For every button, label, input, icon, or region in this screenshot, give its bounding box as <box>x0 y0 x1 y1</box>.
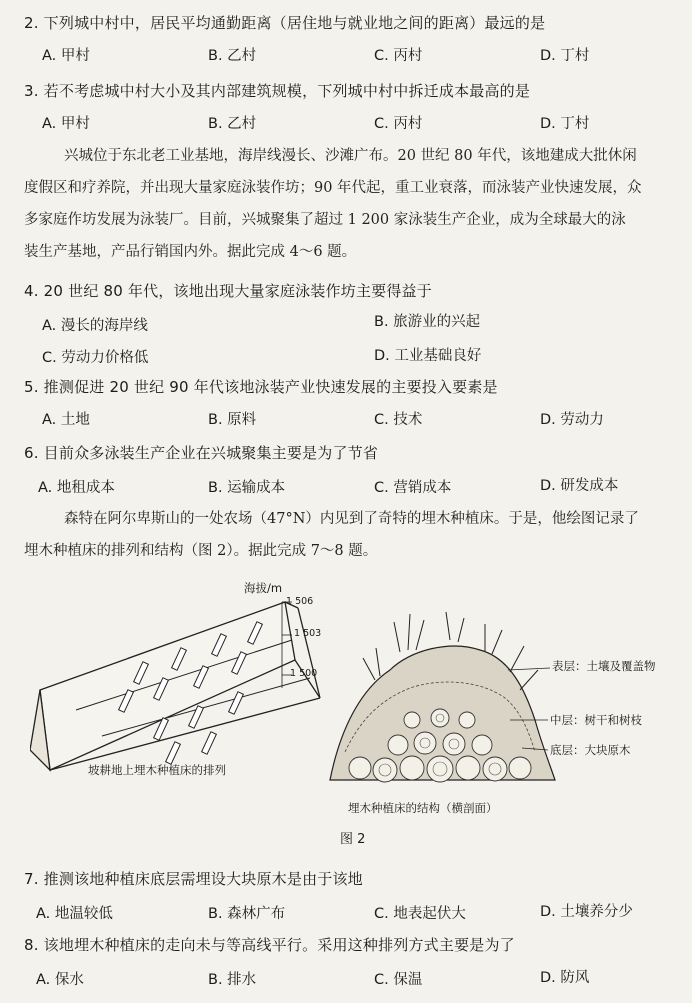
arrangement-caption: 坡耕地上埋木种植床的排列 <box>88 763 226 777</box>
q3-option-d: D. 丁村 <box>540 116 590 132</box>
question-5-stem: 5. 推测促进 20 世纪 90 年代该地泳装产业快速发展的主要投入要素是 <box>24 378 498 396</box>
q8-option-b: B. 排水 <box>208 972 257 988</box>
planting-bed-arrangement <box>30 602 320 770</box>
passage-line: 埋木种植床的排列和结构（图 2）。据此完成 7～8 题。 <box>24 543 378 559</box>
question-2-stem: 2. 下列城中村中，居民平均通勤距离（居住地与就业地之间的距离）最远的是 <box>24 14 546 32</box>
question-4-stem: 4. 20 世纪 80 年代，该地出现大量家庭泳装作坊主要得益于 <box>24 282 432 300</box>
layer-top-label: 表层：土壤及覆盖物 <box>552 659 656 673</box>
passage-line: 兴城位于东北老工业基地，海岸线漫长、沙滩广布。20 世纪 80 年代，该地建成大批休闲 <box>64 148 637 164</box>
layer-middle-label: 中层：树干和树枝 <box>550 713 642 727</box>
passage-line: 装生产基地，产品行销国内外。据此完成 4～6 题。 <box>24 244 357 260</box>
passage-line: 度假区和疗养院，并出现大量家庭泳装作坊；90 年代起，重工业衰落，而泳装产业快速发展，众 <box>24 180 642 196</box>
structure-caption: 埋木种植床的结构（横剖面） <box>348 801 498 815</box>
q4-option-b: B. 旅游业的兴起 <box>374 314 481 330</box>
passage-line: 多家庭作坊发展为泳装厂。目前，兴城聚集了超过 1 200 家泳装生产企业，成为全球最大的泳 <box>24 212 626 228</box>
q7-option-d: D. 土壤养分少 <box>540 904 633 920</box>
figure-2 <box>30 580 670 850</box>
q6-option-c: C. 营销成本 <box>374 480 452 496</box>
question-7-stem: 7. 推测该地种植床底层需埋设大块原木是由于该地 <box>24 870 363 888</box>
passage-xingcheng <box>24 140 674 268</box>
q2-option-b: B. 乙村 <box>208 48 257 64</box>
q5-option-c: C. 技术 <box>374 412 423 428</box>
altitude-axis-label: 海拔/m <box>244 581 283 595</box>
altitude-tick-1500: 1 500 <box>290 668 318 679</box>
figure-title: 图 2 <box>340 832 366 847</box>
question-8-stem: 8. 该地埋木种植床的走向未与等高线平行。采用这种排列方式主要是为了 <box>24 936 515 954</box>
altitude-tick-1506: 1 506 <box>286 596 314 607</box>
q4-option-c: C. 劳动力价格低 <box>42 350 149 366</box>
q4-option-a: A. 漫长的海岸线 <box>42 318 148 334</box>
altitude-tick-1503: 1 503 <box>294 628 322 639</box>
q7-option-a: A. 地温较低 <box>36 906 113 922</box>
passage-alps <box>24 503 674 567</box>
q7-option-c: C. 地表起伏大 <box>374 906 466 922</box>
q5-option-d: D. 劳动力 <box>540 412 604 428</box>
q7-option-b: B. 森林广布 <box>208 906 286 922</box>
q2-option-d: D. 丁村 <box>540 48 590 64</box>
q3-option-c: C. 丙村 <box>374 116 423 132</box>
passage-line: 森特在阿尔卑斯山的一处农场（47°N）内见到了奇特的埋木种植床。于是，他绘图记录了 <box>64 511 639 527</box>
q3-option-b: B. 乙村 <box>208 116 257 132</box>
q3-option-a: A. 甲村 <box>42 116 90 132</box>
q2-option-c: C. 丙村 <box>374 48 423 64</box>
q2-option-a: A. 甲村 <box>42 48 90 64</box>
q6-option-a: A. 地租成本 <box>38 480 115 496</box>
q8-option-d: D. 防风 <box>540 970 590 986</box>
planting-bed-cross-section <box>330 612 555 782</box>
q8-option-c: C. 保温 <box>374 972 423 988</box>
layer-bottom-label: 底层：大块原木 <box>550 743 631 757</box>
question-3-stem: 3. 若不考虑城中村大小及其内部建筑规模，下列城中村中拆迁成本最高的是 <box>24 82 531 100</box>
q4-option-d: D. 工业基础良好 <box>374 348 482 364</box>
question-6-stem: 6. 目前众多泳装生产企业在兴城聚集主要是为了节省 <box>24 444 379 462</box>
q6-option-d: D. 研发成本 <box>540 478 619 494</box>
q5-option-a: A. 土地 <box>42 412 90 428</box>
q8-option-a: A. 保水 <box>36 972 84 988</box>
q6-option-b: B. 运输成本 <box>208 480 286 496</box>
q5-option-b: B. 原料 <box>208 412 257 428</box>
